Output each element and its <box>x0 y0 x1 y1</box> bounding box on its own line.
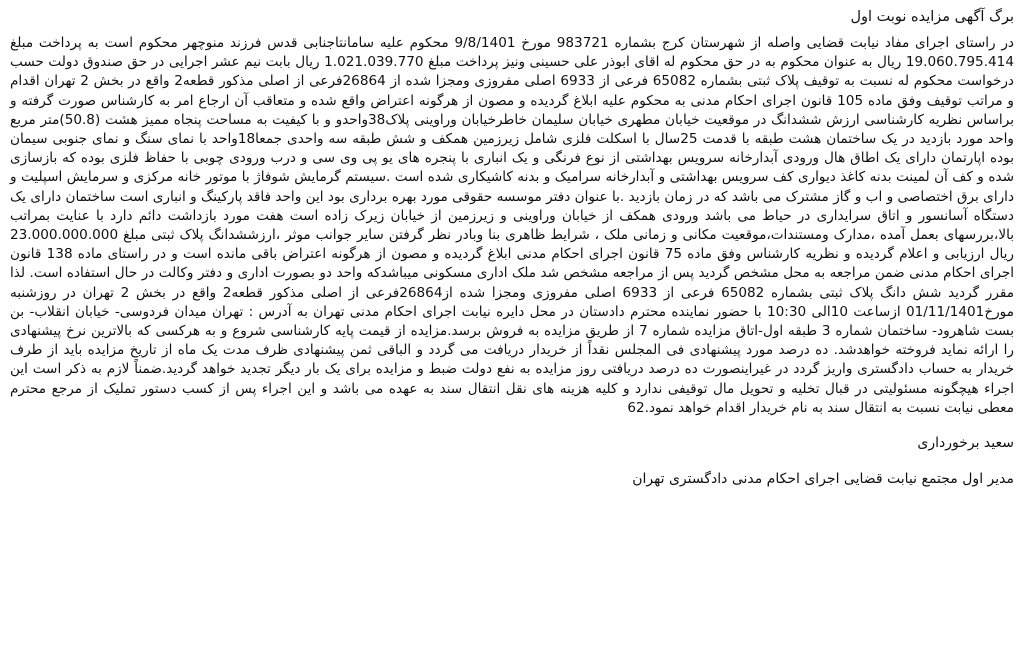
notice-body: در راستای اجرای مفاد نیابت قضایی واصله از شهرستان کرج بشماره 983721 مورخ 9/8/1401 محکوم علیه سامانتاجنابی قدس فرزند منوچهر محکوم است به پرداخت مبلغ 19.060.795.414 ریال به عنوان محکوم به در حق محکوم له اقای ابوذر علی حسینی ونیز پرداخت مبلغ 1.021.039.770 ریال بابت نیم عشر اجرایی در حق صندوق دولت حسب درخواست محکوم له نسبت به توقیف پلاک ثبتی بشماره 65082 فرعی از 6933 اصلی مفروزی ومجزا شده از 26864فرعی از اصلی مذکور قطعه2 واقع در بخش 2 تهران اقدام و مراتب توقیف وفق ماده 105 قانون اجرای احکام مدنی به محکوم علیه ابلاغ گردیده و مصون از هرگونه اعتراض واقع شده و متعاقب آن ارجاع امر به کارشناس صورت گرفته و براساس نظریه کارشناسی ارزش ششدانگ در موقعیت خیابان مطهری خیابان سلیمان خاطرخیابان وراوینی پلاک38واحدو و با کیفیت به مساحت پنجاه ممیز هشت (50.8)متر مربع واحد مورد بازدید در یک ساختمان هشت طبقه با قدمت 25سال با اسکلت فلزی شامل زیرزمین همکف و شش طبقه سه واحدی جمعا18واحد با نمای سنگ و نمای جنوبی سیمان بوده اپارتمان دارای یک اطاق هال ورودی آبدارخانه سرویس بهداشتی از نوع فرنگی و یک انباری با پنجره های یو پی وی سی و درب ورودی چوبی با حفاظ فلزی بوده که بازسازی شده و کف آن لمینت بدنه کاغذ دیواری کف سرویس بهداشتی و آبدارخانه سرامیک و بدنه کاشیکاری شده است .سیستم گرمایش شوفاژ با موتور خانه مرکزی و سرمایش اسپلیت و دارای برق اختصاصی و اب و گاز مشترک می باشد که در زمان بازدید .با عنوان دفتر موسسه حقوقی مورد بهره برداری بود این واحد فاقد پارکینگ و انباری است ساختمان دارای یک دستگاه آسانسور و اتاق سرایداری در حیاط می باشد ورودی همکف از خیابان وراوینی و زیرزمین از خیابان زیرک زاده است هفت مورد بازداشت دائم دارد با عنایت بمراتب بالا،بررسهای بعمل آمده ،مدارک ومستندات،موقعیت مکانی و زمانی ملک ، شرایط ظاهری بنا وبادر نظر گرفتن سایر جوانب موثر ،ارزششدانگ پلاک ثبتی مبلغ 23.000.000.000 ریال ارزیابی و اعلام گردیده و نظریه کارشناس وفق ماده 75 قانون اجرای احکام مدنی ابلاغ گردیده و مصون از هرگونه اعتراض باقی مانده است و در راستای ماده 138 قانون اجرای احکام مدنی ضمن مراجعه به محل مشخص گردید پس از مراجعه مشخص شد ملک اداری مسکونی میباشدکه واحد دو بصورت اداری و دفتر وکالت در حال استفاده است. لذا مقرر گردید شش دانگ پلاک ثبتی بشماره 65082 فرعی از 6933 اصلی مفروزی ومجزا شده از26864فرعی از اصلی مذکور قطعه2 واقع در بخش 2 تهران در روزشنبه مورخ01/11/1401 ازساعت 10الی 10:30 با حضور نماینده محترم دادستان در محل دایره نیابت اجرای احکام مدنی تهران به آدرس : تهران میدان فردوسی- خیابان انقلاب- بن بست شاهرود- ساختمان شماره 3 طبقه اول-اتاق مزایده شماره 7 از طریق مزایده به فروش برسد.مزایده از قیمت پایه کارشناسی شروع و به هرکسی که بالاترین نرخ پیشنهادی را ارائه نماید فروخته خواهدشد. ده درصد مورد پیشنهادی فی المجلس نقداً از خریدار دریافت می گردد و الباقی ثمن پیشنهادی ظرف مدت یک ماه از تاریخ مزایده باید از طرف خریدار به حساب دادگستری واریز گردد در غیراینصورت ده درصد دریافتی روز مزایده به نفع دولت ضبط و مزایده برای یک بار دیگر تجدید خواهد گردید.ضمناً لازم به ذکر است این اجراء هیچگونه مسئولیتی در قبال تخلیه و تحویل مال توقیفی ندارد و کلیه هزینه های نقل انتقال سند به عهده می باشد و این اجراء پس از کسب دستور تملیک از مرجع محترم معطی نیابت نسبت به انتقال سند به نام خریدار اقدام خواهد نمود.62 <box>10 35 1015 416</box>
notice-title: برگ آگهی مزایده نوبت اول <box>850 9 1014 25</box>
signer-name: سعید برخورداری <box>917 435 1014 452</box>
issuer-title: مدیر اول مجتمع نیابت قضایی اجرای احکام مدنی دادگستری تهران <box>632 471 1014 488</box>
